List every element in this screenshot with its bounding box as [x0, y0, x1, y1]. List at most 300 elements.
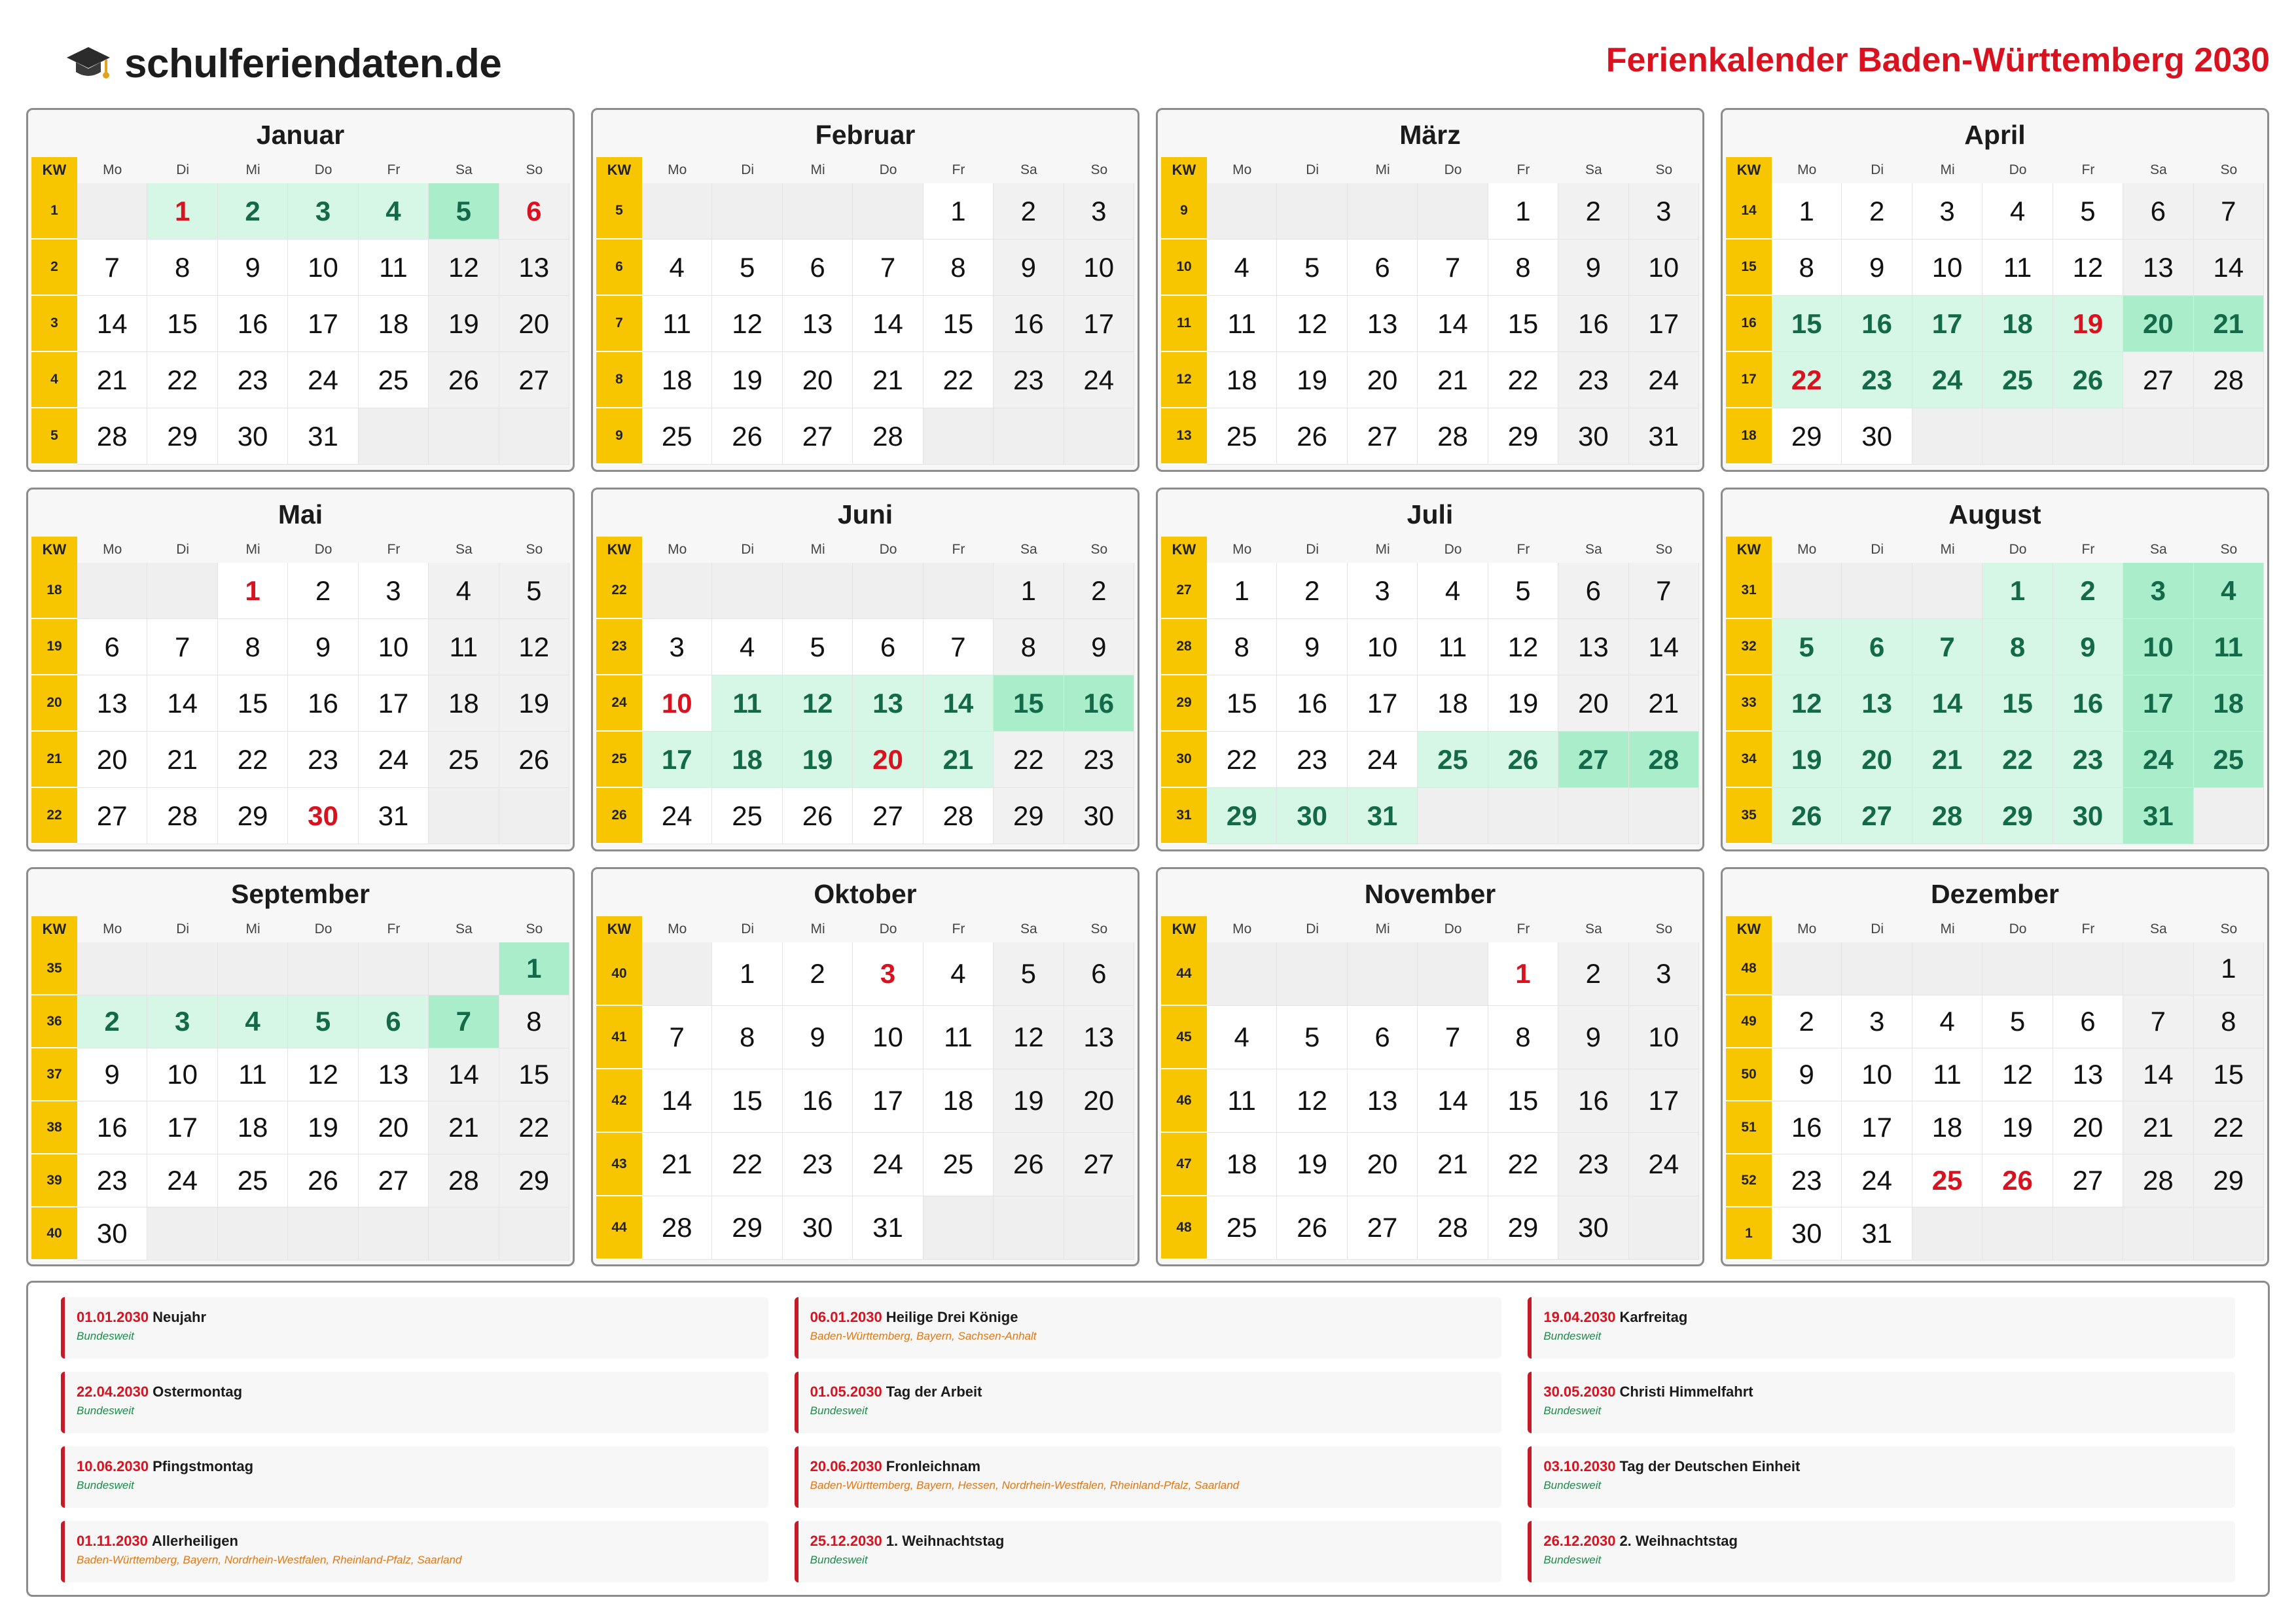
- weekday-header: Sa: [1585, 542, 1602, 557]
- day-cell: 7: [924, 619, 994, 675]
- day-cell: 22: [499, 1101, 569, 1154]
- weekday-header: Fr: [1516, 921, 1530, 936]
- holiday-line: [1543, 1308, 2223, 1327]
- day-cell: 21: [1629, 675, 1699, 732]
- day-cell: 15: [1488, 1069, 1558, 1133]
- day-cell: 5: [783, 619, 853, 675]
- day-cell: 26: [429, 352, 499, 408]
- empty-day-cell: [994, 1196, 1064, 1260]
- weekday-header: Fr: [2081, 921, 2095, 936]
- week-number: 5: [31, 408, 77, 465]
- month-november: [1156, 867, 1704, 1266]
- day-cell: 24: [1348, 732, 1418, 788]
- holiday-entry: [1528, 1297, 2235, 1359]
- weekday-header: Di: [176, 162, 190, 177]
- day-cell: 28: [924, 788, 994, 844]
- vacation-day-cell: 4: [218, 995, 288, 1048]
- day-cell: 9: [1064, 619, 1134, 675]
- weekday-header: Do: [314, 921, 332, 936]
- weekday-header: Sa: [2150, 162, 2167, 177]
- holiday-date: 22.04.2030: [77, 1383, 149, 1400]
- day-cell: 9: [1558, 240, 1628, 296]
- kw-header: KW: [1161, 157, 1207, 183]
- day-cell: 31: [1842, 1207, 1912, 1260]
- month-calendar: [31, 157, 569, 465]
- day-cell: 16: [77, 1101, 147, 1154]
- weekday-header: Mi: [1940, 921, 1955, 936]
- holiday-date: 06.01.2030: [810, 1309, 882, 1325]
- kw-header: KW: [1161, 916, 1207, 942]
- day-cell: 15: [2194, 1048, 2264, 1101]
- day-cell: 9: [783, 1006, 853, 1069]
- weekday-header: So: [1090, 542, 1108, 557]
- weekday-header: Do: [1444, 921, 1462, 936]
- week-number: 9: [1161, 183, 1207, 240]
- weekday-header: So: [2220, 542, 2238, 557]
- week-number: 15: [1726, 240, 1772, 296]
- day-cell: 14: [429, 1048, 499, 1101]
- day-cell: 7: [147, 619, 217, 675]
- day-cell: 12: [712, 296, 782, 352]
- day-cell: 9: [218, 240, 288, 296]
- week-number: 2: [31, 240, 77, 296]
- empty-day-cell: [1629, 1196, 1699, 1260]
- day-cell: 22: [147, 352, 217, 408]
- day-cell: 16: [1277, 675, 1347, 732]
- vacation-day-cell: 15: [994, 675, 1064, 732]
- day-cell: 19: [994, 1069, 1064, 1133]
- vacation-day-cell: 5: [1772, 619, 1842, 675]
- vacation-day-cell: 15: [1772, 296, 1842, 352]
- vacation-day-cell: 18: [712, 732, 782, 788]
- day-cell: 4: [712, 619, 782, 675]
- empty-day-cell: [924, 1196, 994, 1260]
- day-cell: 18: [359, 296, 429, 352]
- day-cell: 6: [1064, 942, 1134, 1006]
- vacation-day-cell: 3: [288, 183, 358, 240]
- vacation-day-cell: 23: [1842, 352, 1912, 408]
- week-number: 16: [1726, 296, 1772, 352]
- week-number: 51: [1726, 1101, 1772, 1154]
- holiday-date: 01.01.2030: [77, 1309, 149, 1325]
- day-cell: 4: [1982, 183, 2053, 240]
- day-cell: 13: [1348, 1069, 1418, 1133]
- holiday-date: 30.05.2030: [1543, 1383, 1616, 1400]
- week-number: 32: [1726, 619, 1772, 675]
- day-cell: 10: [1629, 1006, 1699, 1069]
- empty-day-cell: [288, 1207, 358, 1260]
- day-cell: 14: [2194, 240, 2264, 296]
- day-cell: 15: [1207, 675, 1277, 732]
- holiday-region: Bundesweit: [77, 1330, 134, 1342]
- weekday-header: Mi: [1375, 162, 1390, 177]
- vacation-day-cell: 28: [1912, 788, 1982, 844]
- day-cell: 27: [2053, 1154, 2123, 1207]
- month-name: Januar: [256, 120, 345, 150]
- weekday-header: Mo: [103, 921, 122, 936]
- week-number: 18: [1726, 408, 1772, 465]
- day-cell: 10: [1842, 1048, 1912, 1101]
- empty-day-cell: [2053, 1207, 2123, 1260]
- weekday-header: Mi: [1375, 542, 1390, 557]
- kw-header: KW: [31, 537, 77, 563]
- day-cell: 1: [924, 183, 994, 240]
- week-number: 14: [1726, 183, 1772, 240]
- vacation-day-cell: 12: [1772, 675, 1842, 732]
- day-cell: 19: [499, 675, 569, 732]
- day-cell: 29: [499, 1154, 569, 1207]
- week-number: 33: [1726, 675, 1772, 732]
- day-cell: 7: [1418, 1006, 1488, 1069]
- holiday-line: [810, 1382, 1490, 1402]
- day-cell: 2: [1277, 563, 1347, 619]
- month-name: März: [1399, 120, 1461, 150]
- day-cell: 3: [1629, 942, 1699, 1006]
- empty-day-cell: [1207, 183, 1277, 240]
- kw-header: KW: [1726, 916, 1772, 942]
- day-cell: 13: [77, 675, 147, 732]
- weekday-header: Mi: [1375, 921, 1390, 936]
- weekday-header: Di: [176, 542, 190, 557]
- day-cell: 23: [218, 352, 288, 408]
- kw-header: KW: [1726, 157, 1772, 183]
- day-cell: 18: [429, 675, 499, 732]
- holiday-date: 01.05.2030: [810, 1383, 882, 1400]
- day-cell: 17: [1348, 675, 1418, 732]
- holiday-name: Ostermontag: [152, 1383, 243, 1400]
- empty-day-cell: [1912, 563, 1982, 619]
- day-cell: 30: [1558, 408, 1628, 465]
- weekday-header: Fr: [1516, 542, 1530, 557]
- week-number: 40: [596, 942, 642, 1006]
- day-cell: 22: [1488, 1133, 1558, 1196]
- weekday-header: Di: [176, 921, 190, 936]
- day-cell: 22: [1488, 352, 1558, 408]
- holiday-line: [77, 1531, 757, 1551]
- site-logo[interactable]: [65, 41, 501, 87]
- weekday-header: Sa: [1585, 162, 1602, 177]
- empty-day-cell: [1064, 1196, 1134, 1260]
- holiday-entry: [795, 1297, 1502, 1359]
- vacation-day-cell: 1: [1982, 563, 2053, 619]
- day-cell: 31: [853, 1196, 923, 1260]
- weekday-header: Mo: [1797, 542, 1817, 557]
- day-cell: 26: [288, 1154, 358, 1207]
- empty-day-cell: [147, 1207, 217, 1260]
- day-cell: 23: [1277, 732, 1347, 788]
- week-number: 41: [596, 1006, 642, 1069]
- day-cell: 18: [1912, 1101, 1982, 1154]
- empty-day-cell: [642, 183, 712, 240]
- day-cell: 21: [853, 352, 923, 408]
- empty-day-cell: [1982, 408, 2053, 465]
- empty-day-cell: [2053, 408, 2123, 465]
- empty-day-cell: [429, 1207, 499, 1260]
- day-cell: 22: [994, 732, 1064, 788]
- day-cell: 3: [642, 619, 712, 675]
- empty-day-cell: [147, 563, 217, 619]
- day-cell: 12: [499, 619, 569, 675]
- day-cell: 24: [1629, 352, 1699, 408]
- week-number: 52: [1726, 1154, 1772, 1207]
- vacation-day-cell: 16: [2053, 675, 2123, 732]
- day-cell: 17: [1842, 1101, 1912, 1154]
- vacation-day-cell: 7: [1912, 619, 1982, 675]
- weekday-header: Do: [879, 162, 897, 177]
- day-cell: 20: [77, 732, 147, 788]
- day-cell: 15: [499, 1048, 569, 1101]
- holiday-entry: [795, 1372, 1502, 1433]
- weekday-header: So: [1655, 921, 1673, 936]
- day-cell: 14: [2123, 1048, 2193, 1101]
- page-title: Ferienkalender Baden-Württemberg 2030: [1605, 41, 2270, 79]
- holiday-line: [1543, 1382, 2223, 1402]
- day-cell: 10: [1348, 619, 1418, 675]
- weekday-header: Fr: [387, 542, 401, 557]
- day-cell: 10: [853, 1006, 923, 1069]
- week-number: 34: [1726, 732, 1772, 788]
- month-calendar: [596, 916, 1134, 1260]
- month-juni: [591, 488, 1139, 851]
- day-cell: 27: [2123, 352, 2193, 408]
- day-cell: 29: [1488, 1196, 1558, 1260]
- vacation-day-cell: 24: [2123, 732, 2193, 788]
- day-cell: 28: [642, 1196, 712, 1260]
- weekday-header: Di: [1871, 921, 1884, 936]
- day-cell: 25: [1207, 1196, 1277, 1260]
- weekday-header: Di: [1306, 542, 1319, 557]
- week-number: 3: [31, 296, 77, 352]
- day-cell: 18: [924, 1069, 994, 1133]
- empty-day-cell: [1277, 942, 1347, 1006]
- week-number: 22: [31, 788, 77, 844]
- empty-day-cell: [642, 942, 712, 1006]
- holiday-line: [810, 1308, 1490, 1327]
- day-cell: 11: [1207, 296, 1277, 352]
- weekday-header: So: [2220, 162, 2238, 177]
- day-cell: 29: [2194, 1154, 2264, 1207]
- holiday-region: Baden-Württemberg, Bayern, Hessen, Nordrhein-Westfalen, Rheinland-Pfalz, Saarland: [810, 1479, 1240, 1491]
- day-cell: 5: [1277, 1006, 1347, 1069]
- day-cell: 18: [1418, 675, 1488, 732]
- day-cell: 11: [429, 619, 499, 675]
- vacation-day-cell: 6: [1842, 619, 1912, 675]
- day-cell: 17: [1629, 1069, 1699, 1133]
- day-cell: 13: [499, 240, 569, 296]
- holiday-line: [810, 1457, 1490, 1476]
- empty-day-cell: [77, 563, 147, 619]
- empty-day-cell: [924, 563, 994, 619]
- day-cell: 7: [1629, 563, 1699, 619]
- week-number: 40: [31, 1207, 77, 1260]
- day-cell: 22: [218, 732, 288, 788]
- day-cell: 21: [1418, 352, 1488, 408]
- day-cell: 27: [77, 788, 147, 844]
- vacation-day-cell: 7: [429, 995, 499, 1048]
- holiday-name: Allerheiligen: [151, 1533, 238, 1549]
- day-cell: 16: [1558, 296, 1628, 352]
- day-cell: 11: [218, 1048, 288, 1101]
- site-name: schulferiendaten.de: [124, 41, 502, 86]
- day-cell: 6: [853, 619, 923, 675]
- day-cell: 9: [994, 240, 1064, 296]
- day-cell: 8: [924, 240, 994, 296]
- day-cell: 3: [1064, 183, 1134, 240]
- day-cell: 14: [1418, 1069, 1488, 1133]
- day-cell: 9: [288, 619, 358, 675]
- day-cell: 20: [1558, 675, 1628, 732]
- weekday-header: Do: [879, 921, 897, 936]
- weekday-header: Di: [741, 162, 755, 177]
- vacation-day-cell: 9: [2053, 619, 2123, 675]
- day-cell: 8: [2194, 995, 2264, 1048]
- week-number: 50: [1726, 1048, 1772, 1101]
- empty-day-cell: [1629, 788, 1699, 844]
- empty-day-cell: [1348, 183, 1418, 240]
- empty-day-cell: [499, 408, 569, 465]
- day-cell: 24: [1842, 1154, 1912, 1207]
- kw-header: KW: [1161, 537, 1207, 563]
- day-cell: 19: [1277, 1133, 1347, 1196]
- empty-day-cell: [783, 563, 853, 619]
- empty-day-cell: [1912, 942, 1982, 995]
- day-cell: 2: [288, 563, 358, 619]
- day-cell: 9: [77, 1048, 147, 1101]
- week-number: 1: [31, 183, 77, 240]
- weekday-header: Fr: [952, 921, 965, 936]
- weekday-header: Fr: [2081, 162, 2095, 177]
- weekday-header: Do: [2009, 921, 2027, 936]
- day-cell: 3: [1912, 183, 1982, 240]
- weekday-header: Mi: [245, 162, 260, 177]
- day-cell: 23: [994, 352, 1064, 408]
- vacation-day-cell: 25: [1418, 732, 1488, 788]
- day-cell: 21: [642, 1133, 712, 1196]
- day-cell: 30: [783, 1196, 853, 1260]
- vacation-day-cell: 16: [1842, 296, 1912, 352]
- empty-day-cell: [147, 942, 217, 995]
- day-cell: 28: [2123, 1154, 2193, 1207]
- empty-day-cell: [1912, 408, 1982, 465]
- day-cell: 24: [288, 352, 358, 408]
- day-cell: 13: [1348, 296, 1418, 352]
- holiday-day-cell: 30: [288, 788, 358, 844]
- kw-header: KW: [596, 537, 642, 563]
- day-cell: 7: [77, 240, 147, 296]
- day-cell: 7: [2123, 995, 2193, 1048]
- day-cell: 4: [1207, 1006, 1277, 1069]
- weekday-header: Mo: [1232, 921, 1252, 936]
- vacation-day-cell: 2: [218, 183, 288, 240]
- day-cell: 8: [147, 240, 217, 296]
- day-cell: 14: [147, 675, 217, 732]
- page-header: [26, 0, 2270, 98]
- empty-day-cell: [712, 183, 782, 240]
- day-cell: 7: [1418, 240, 1488, 296]
- day-cell: 5: [712, 240, 782, 296]
- day-cell: 28: [1418, 408, 1488, 465]
- day-cell: 12: [2053, 240, 2123, 296]
- week-number: 29: [1161, 675, 1207, 732]
- holiday-date: 19.04.2030: [1543, 1309, 1616, 1325]
- day-cell: 29: [1488, 408, 1558, 465]
- day-cell: 28: [1418, 1196, 1488, 1260]
- vacation-day-cell: 30: [1277, 788, 1347, 844]
- day-cell: 1: [994, 563, 1064, 619]
- day-cell: 27: [1064, 1133, 1134, 1196]
- day-cell: 10: [359, 619, 429, 675]
- weekday-header: Sa: [2150, 542, 2167, 557]
- holiday-entry: [795, 1446, 1502, 1508]
- week-number: 48: [1161, 1196, 1207, 1260]
- day-cell: 17: [147, 1101, 217, 1154]
- vacation-day-cell: 18: [1982, 296, 2053, 352]
- month-calendar: [596, 537, 1134, 844]
- weekday-header: So: [1090, 162, 1108, 177]
- weekday-header: So: [1090, 921, 1108, 936]
- day-cell: 13: [1558, 619, 1628, 675]
- day-cell: 30: [218, 408, 288, 465]
- month-oktober: [591, 867, 1139, 1266]
- day-cell: 2: [994, 183, 1064, 240]
- day-cell: 30: [1064, 788, 1134, 844]
- holiday-entry: [61, 1297, 768, 1359]
- vacation-day-cell: 16: [1064, 675, 1134, 732]
- holiday-day-cell: 1: [218, 563, 288, 619]
- weekday-header: Do: [2009, 162, 2027, 177]
- vacation-day-cell: 28: [1629, 732, 1699, 788]
- day-cell: 12: [429, 240, 499, 296]
- kw-header: KW: [31, 916, 77, 942]
- day-cell: 22: [1207, 732, 1277, 788]
- day-cell: 15: [1488, 296, 1558, 352]
- weekday-header: Di: [1871, 542, 1884, 557]
- day-cell: 25: [712, 788, 782, 844]
- vacation-day-cell: 25: [2194, 732, 2264, 788]
- vacation-day-cell: 17: [2123, 675, 2193, 732]
- day-cell: 11: [924, 1006, 994, 1069]
- empty-day-cell: [1207, 942, 1277, 1006]
- weekday-header: Sa: [1020, 542, 1037, 557]
- day-cell: 14: [1418, 296, 1488, 352]
- month-februar: [591, 108, 1139, 472]
- weekday-header: Mo: [1232, 542, 1252, 557]
- day-cell: 10: [288, 240, 358, 296]
- weekday-header: Fr: [387, 921, 401, 936]
- vacation-day-cell: 21: [1912, 732, 1982, 788]
- day-cell: 12: [1488, 619, 1558, 675]
- holiday-name: Neujahr: [152, 1309, 207, 1325]
- day-cell: 21: [77, 352, 147, 408]
- day-cell: 4: [1207, 240, 1277, 296]
- vacation-day-cell: 26: [1772, 788, 1842, 844]
- month-name: Oktober: [814, 879, 917, 909]
- day-cell: 16: [1772, 1101, 1842, 1154]
- week-number: 6: [596, 240, 642, 296]
- day-cell: 19: [1277, 352, 1347, 408]
- holiday-line: [77, 1457, 757, 1476]
- day-cell: 23: [1064, 732, 1134, 788]
- empty-day-cell: [924, 408, 994, 465]
- week-number: 19: [31, 619, 77, 675]
- day-cell: 14: [1629, 619, 1699, 675]
- month-name: Mai: [278, 499, 323, 529]
- holiday-entry: [61, 1446, 768, 1508]
- day-cell: 27: [1348, 1196, 1418, 1260]
- holiday-region: Baden-Württemberg, Bayern, Nordrhein-Westfalen, Rheinland-Pfalz, Saarland: [77, 1554, 462, 1566]
- day-cell: 4: [642, 240, 712, 296]
- kw-header: KW: [596, 916, 642, 942]
